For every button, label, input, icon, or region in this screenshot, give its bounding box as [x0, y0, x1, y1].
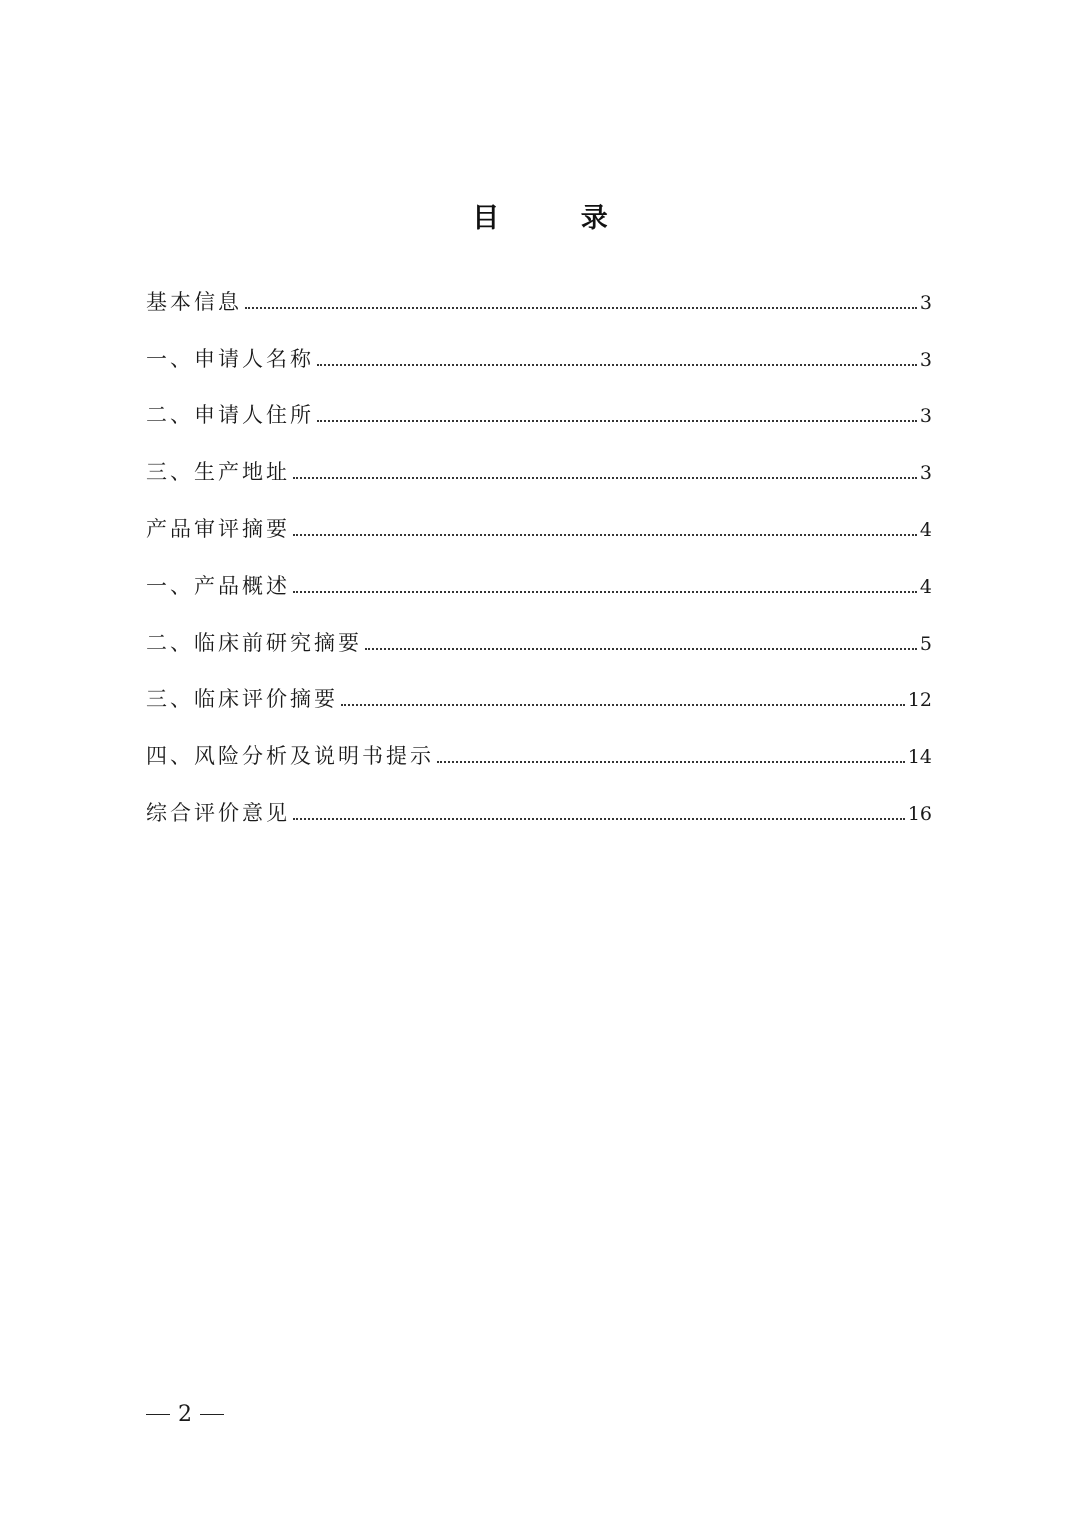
- toc-entry[interactable]: [146, 428, 932, 485]
- toc-entry-page: 14: [907, 746, 932, 769]
- toc-entry-page: 3: [919, 348, 932, 371]
- toc-entry-page: 3: [919, 462, 932, 485]
- table-of-contents: [146, 258, 932, 826]
- em-dash-right: [200, 1414, 224, 1415]
- toc-entry-label: 三、生产地址: [146, 460, 290, 485]
- toc-entry[interactable]: [146, 372, 932, 429]
- toc-dot-leader: [341, 704, 905, 706]
- toc-entry-label: 二、临床前研究摘要: [146, 630, 362, 655]
- toc-entry[interactable]: [146, 599, 932, 656]
- toc-dot-leader: [293, 818, 905, 820]
- toc-entry-label: 一、产品概述: [146, 573, 290, 598]
- toc-dot-leader: [365, 648, 917, 650]
- toc-dot-leader: [317, 420, 917, 422]
- toc-entry[interactable]: [146, 656, 932, 713]
- toc-title: 目 录: [472, 203, 644, 234]
- toc-entry[interactable]: [146, 769, 932, 826]
- toc-entry-label: 一、申请人名称: [146, 346, 314, 371]
- toc-entry-page: 5: [919, 632, 932, 655]
- toc-entry-page: 4: [919, 518, 932, 541]
- toc-entry-label: 综合评价意见: [146, 800, 290, 825]
- toc-entry[interactable]: [146, 712, 932, 769]
- toc-entry-label: 四、风险分析及说明书提示: [146, 744, 434, 769]
- toc-entry[interactable]: [146, 485, 932, 542]
- toc-entry-page: 3: [919, 405, 932, 428]
- toc-entry-page: 3: [919, 291, 932, 314]
- toc-entry-label: 三、临床评价摘要: [146, 687, 338, 712]
- toc-dot-leader: [437, 761, 905, 763]
- toc-entry[interactable]: [146, 258, 932, 315]
- toc-entry-page: 16: [907, 802, 932, 825]
- toc-entry-label: 产品审评摘要: [146, 516, 290, 541]
- toc-dot-leader: [293, 591, 917, 593]
- em-dash-left: [146, 1414, 170, 1415]
- toc-dot-leader: [245, 307, 917, 309]
- page-footer: [146, 1402, 224, 1427]
- toc-dot-leader: [293, 477, 917, 479]
- toc-entry-page: 4: [919, 575, 932, 598]
- toc-dot-leader: [293, 534, 917, 536]
- toc-entry-page: 12: [907, 689, 932, 712]
- toc-entry[interactable]: [146, 315, 932, 372]
- page-number: 2: [178, 1402, 192, 1427]
- toc-entry[interactable]: [146, 542, 932, 599]
- toc-entry-label: 二、申请人住所: [146, 403, 314, 428]
- toc-entry-label: 基本信息: [146, 289, 242, 314]
- toc-dot-leader: [317, 364, 917, 366]
